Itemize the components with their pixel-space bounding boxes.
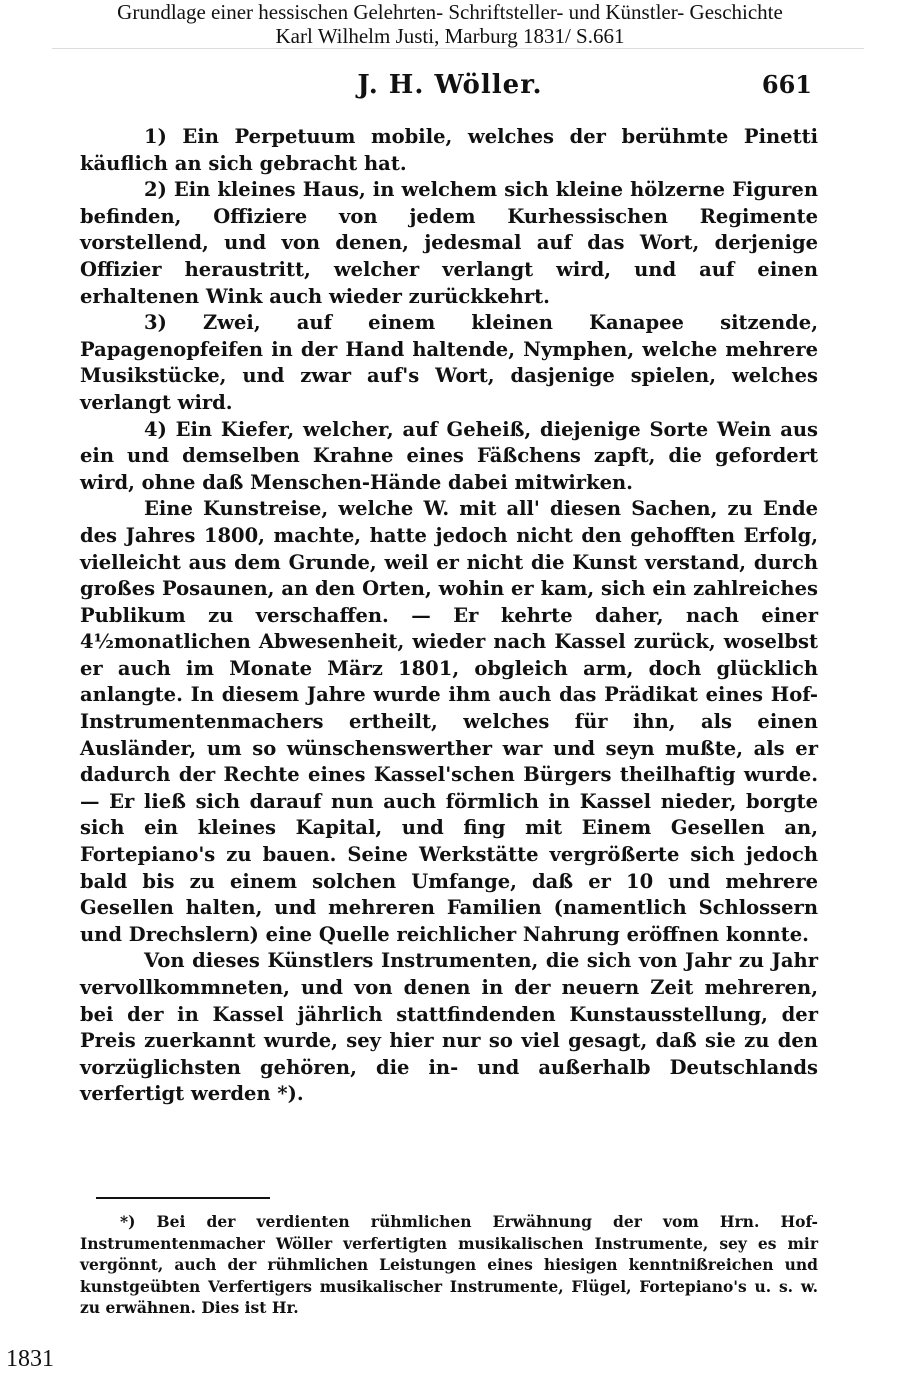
running-title: J. H. Wöller. [357,70,543,100]
main-text [80,124,818,1108]
running-head [80,70,820,104]
citation-line-1: Grundlage einer hessischen Gelehrten- Schriftsteller- und Künstler- Geschichte [117,0,783,24]
paragraph-item-1: 1) Ein Perpetuum mobile, welches der berühmte Pinetti käuflich an sich gebracht hat. [80,125,818,175]
citation-line-2: Karl Wilhelm Justi, Marburg 1831/ S.661 [275,24,625,48]
citation-header [0,0,900,48]
paragraph-item-4: 4) Ein Kiefer, welcher, auf Geheiß, diejenige Sorte Wein aus ein und demselben Krahne eines Fäßchens zapft, die gefordert wird, ohne daß Menschen-Hände dabei mitwirken. [80,417,818,494]
footnote [80,1211,818,1319]
header-divider [52,48,864,49]
year-label: 1831 [6,1346,54,1372]
paragraph-item-2: 2) Ein kleines Haus, in welchem sich kleine hölzerne Figuren befinden, Offiziere von jedem Kurhessischen Regimente vorstellend, und von denen, jedesmal auf das Wort, derjenige Offizier heraustritt, welcher verlangt wird, und auf einen erhaltenen Wink auch wieder zurückkehrt. [80,178,818,308]
paragraph-kunstreise: Eine Kunstreise, welche W. mit all' diesen Sachen, zu Ende des Jahres 1800, machte, hatte jedoch nicht den gehofften Erfolg, vielleicht aus dem Grunde, weil er nicht die Kunst verstand, durch großes Posaunen, an den Orten, wohin er kam, sich ein zahlreiches Publikum zu verschaffen. — Er kehrte daher, nach einer 4½monatlichen Abwesenheit, wieder nach Kassel zurück, woselbst er auch im Monate März 1801, obgleich arm, doch glücklich anlangte. In diesem Jahre wurde ihm auch das Prädikat eines Hof-Instrumentenmachers ertheilt, welches für ihn, als einen Ausländer, um so wünschenswerther war und seyn mußte, als er dadurch der Rechte eines Kassel'schen Bürgers theilhaftig wurde. — Er ließ sich darauf nun auch förmlich in Kassel nieder, borgte sich ein kleines Kapital, und fing mit Einem Gesellen an, Fortepiano's zu bauen. Seine Werkstätte vergrößerte sich jedoch bald bis zu einem solchen Umfange, daß er 10 und mehrere Gesellen halten, und mehreren Familien (namentlich Schlossern und Drechslern) eine Quelle reichlicher Nahrung eröffnen konnte. [80,497,818,946]
paragraph-instrumente: Von dieses Künstlers Instrumenten, die sich von Jahr zu Jahr vervollkommneten, und von denen in der neuern Zeit mehreren, bei der in Kassel jährlich stattfindenden Kunstausstellung, der Preis zuerkannt wurde, sey hier nur so viel gesagt, daß sie zu den vorzüglichsten gehören, die in- und außerhalb Deutschlands verfertigt werden *). [80,949,818,1106]
page-number: 661 [761,70,812,99]
paragraph-item-3: 3) Zwei, auf einem kleinen Kanapee sitzende, Papagenopfeifen in der Hand haltende, Nymphen, welche mehrere Musikstücke, und zwar auf's Wort, dasjenige spielen, welches verlangt wird. [80,311,818,414]
footnote-text: *) Bei der verdienten rühmlichen Erwähnung der vom Hrn. Hof-Instrumentenmacher Wöller verfertigten musikalischen Instrumente, sey es mir vergönnt, auch der rühmlichen Leistungen eines hiesigen kenntnißreichen und kunstgeübten Verfertigers musikalischer Instrumente, Flügel, Fortepiano's u. s. w. zu erwähnen. Dies ist Hr. [80,1212,818,1318]
footnote-divider [96,1197,270,1199]
